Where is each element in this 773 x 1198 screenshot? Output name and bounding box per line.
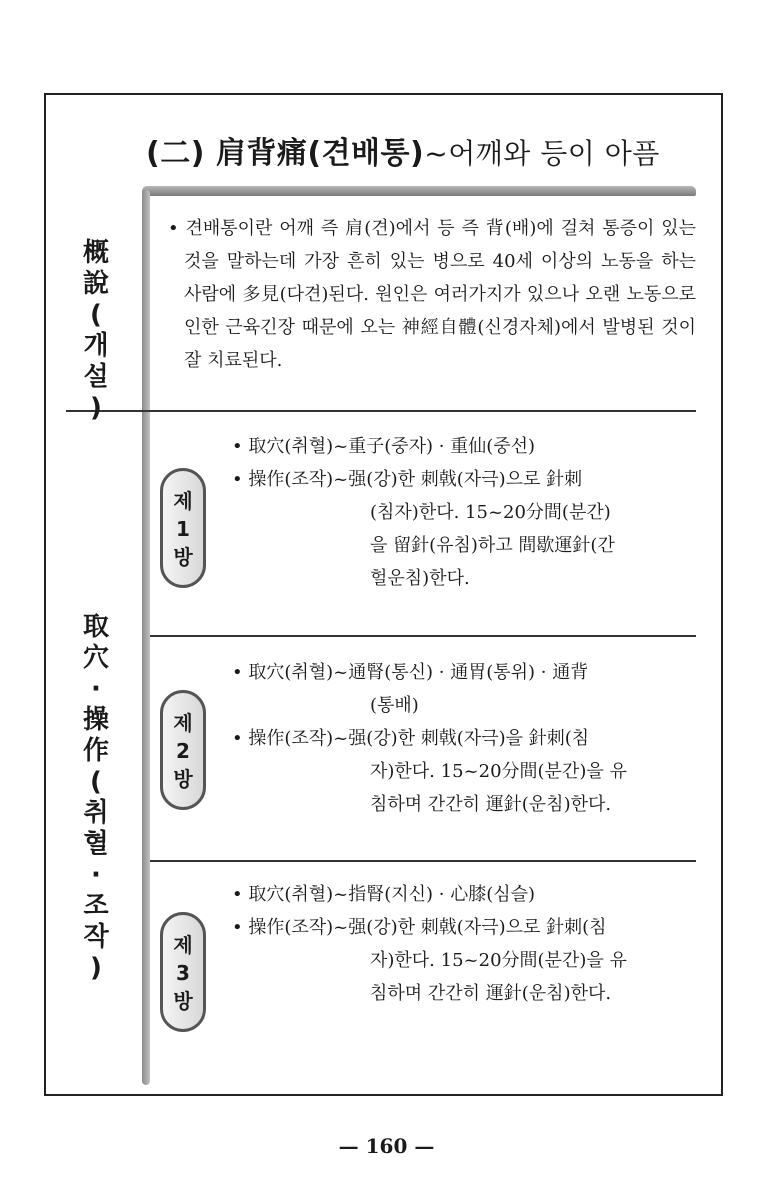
method-1-acupoint-line: • 取穴(취혈)~重子(중자) · 重仙(중선) — [232, 436, 536, 457]
page-title — [146, 128, 660, 172]
overview-paragraph — [168, 212, 696, 377]
method-2-continuation: (통배) — [370, 695, 419, 716]
method-divider — [150, 635, 696, 637]
section-divider — [66, 410, 696, 412]
method-3-badge: 제 3 방 — [160, 912, 206, 1032]
method-1-operation-line: • 操作(조작)~强(강)한 刺戟(자극)으로 針刺 — [232, 469, 583, 490]
procedure-label: 取 穴 · 操 作 ( 취 혈 · 조 작 ) — [82, 612, 109, 983]
method-2-continuation: 자)한다. 15~20分間(분간)을 유 — [370, 761, 627, 782]
method-divider — [150, 860, 696, 862]
method-1-badge: 제 1 방 — [160, 468, 206, 588]
method-2-text — [232, 656, 696, 821]
method-3-continuation: 자)한다. 15~20分間(분간)을 유 — [370, 950, 627, 971]
method-2-operation-line: • 操作(조작)~强(강)한 刺戟(자극)을 針刺(침 — [232, 728, 590, 749]
method-3-acupoint-line: • 取穴(취혈)~指腎(지신) · 心膝(심슬) — [232, 884, 536, 905]
column-rule — [142, 190, 150, 1085]
overview-label: 概 說 ( 개 설 ) — [82, 238, 109, 423]
overview-text: • 견배통이란 어깨 즉 肩(견)에서 등 즉 背(배)에 걸쳐 통증이 있는 것을 말하는데 가장 흔히 있는 병으로 40세 이상의 노동을 하는 사람에 多見(다견)된다. 원인은 여러가지가 있으나 오랜 노동으로 인한 근육긴장 때문에 오는 神經自體(신경자체)에서 발병된 것이 잘 치료된다. — [168, 218, 696, 371]
title-main: (二) 肩背痛(견배통) — [146, 136, 425, 171]
method-3-text — [232, 878, 696, 1010]
method-3-continuation: 침하며 간간히 運針(운침)한다. — [370, 983, 612, 1004]
method-2-continuation: 침하며 간간히 運針(운침)한다. — [370, 794, 612, 815]
method-1-continuation: 헐운침)한다. — [370, 568, 470, 589]
method-1-text — [232, 430, 696, 595]
title-subtitle: ~어깨와 등이 아픔 — [424, 137, 660, 170]
page-number: — 160 — — [338, 1134, 435, 1158]
header-rule — [142, 186, 696, 196]
method-3-operation-line: • 操作(조작)~强(강)한 刺戟(자극)으로 針刺(침 — [232, 917, 607, 938]
method-2-acupoint-line: • 取穴(취혈)~通腎(통신) · 通胃(통위) · 通背 — [232, 662, 589, 683]
method-1-continuation: (침자)한다. 15~20分間(분간) — [370, 502, 611, 523]
method-2-badge: 제 2 방 — [160, 690, 206, 810]
method-1-continuation: 을 留針(유침)하고 間歇運針(간 — [370, 535, 615, 556]
